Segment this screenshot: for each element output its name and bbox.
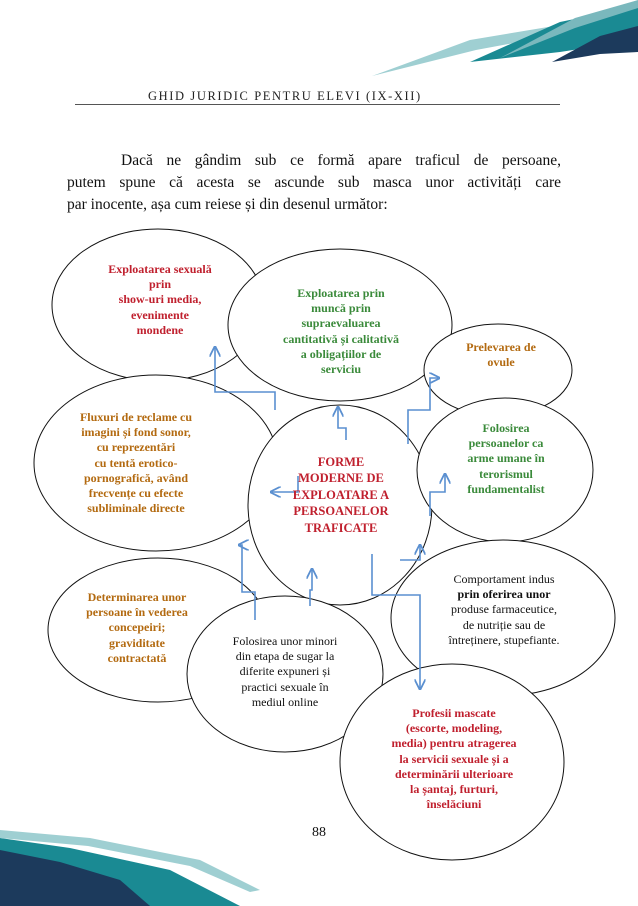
label-labor-exploitation: Exploatarea prin muncă prin supraevaluarea cantitativă și calitativă a obligațiilor de serviciu <box>283 286 399 377</box>
label-ads: Fluxuri de reclame cu imagini și fond sonor, cu reprezentări cu tentă erotico- pornografică, având frecvențe cu efecte subliminale directe <box>79 410 193 516</box>
label-sexual-exploitation: Exploatarea sexuală prin show-uri media, evenimente mondene <box>108 262 212 337</box>
label-weapons: Folosirea persoanelor ca arme umane în terorismul fundamentalist <box>467 421 545 496</box>
intro-line-3: par inocente, așa cum reiese și din desenul următor: <box>67 196 388 213</box>
running-header: GHID JURIDIC PENTRU ELEVI (IX-XII) <box>148 89 422 103</box>
intro-line-2: putem spune că acesta se ascunde sub masca unor activități care <box>67 174 561 191</box>
label-behavior: Comportament indus prin oferirea unor produse farmaceutice, de nutriție sau de întreținere, stupefiante. <box>448 572 560 647</box>
label-minors: Folosirea unor minori din etapa de sugar la diferite expuneri și practici sexuale în mediul online <box>232 634 338 709</box>
label-pregnancy: Determinarea unor persoane în vederea concepeiri; graviditate contractată <box>86 590 188 665</box>
label-center: FORME MODERNE DE EXPLOATARE A PERSOANELOR TRAFICATE <box>292 455 390 535</box>
intro-line-1: Dacă ne gândim sub ce formă apare traficul de persoane, <box>121 152 561 169</box>
page-number: 88 <box>312 825 326 840</box>
label-professions: Profesii mascate (escorte, modeling, media) pentru atragerea la servicii sexuale și a determinării ulterioare la șantaj, furturi, înselăciuni <box>391 706 517 812</box>
label-ova: Prelevarea de ovule <box>466 340 536 370</box>
